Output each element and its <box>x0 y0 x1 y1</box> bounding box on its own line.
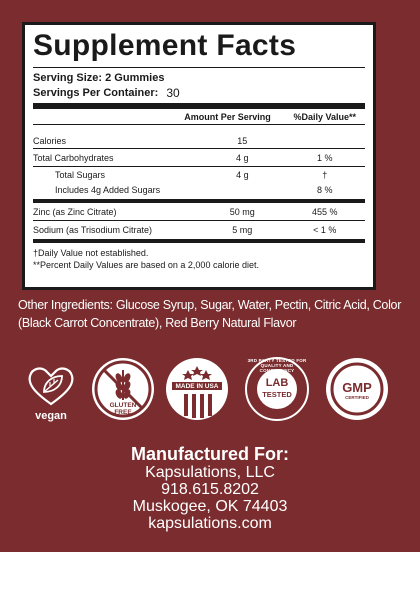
facts-title: Supplement Facts <box>33 29 297 62</box>
footnotes <box>33 247 365 271</box>
facts-header-row <box>33 109 365 125</box>
gluten-label-2: FREE <box>114 409 132 416</box>
gluten-label-1: GLUTEN <box>109 402 137 409</box>
nutrient-name: Calories <box>33 135 67 146</box>
divider-thick <box>33 239 365 243</box>
lab-label: LAB <box>265 377 289 389</box>
facts-row <box>33 203 365 221</box>
tested-label: TESTED <box>262 390 292 399</box>
divider <box>33 67 365 68</box>
servings-label: Servings Per Container: <box>33 87 159 99</box>
nutrient-name: Sodium (as Trisodium Citrate) <box>33 225 153 235</box>
servings-per-container <box>33 86 365 100</box>
nutrient-dv: 8 % <box>317 185 333 195</box>
supplement-facts-panel <box>22 22 376 290</box>
manufacturer-name: Kapsulations, LLC <box>145 464 275 481</box>
facts-row <box>33 133 365 149</box>
nutrient-amount: 15 <box>237 135 248 146</box>
gluten-free-icon <box>90 356 156 422</box>
gmp-certified-icon <box>324 356 390 422</box>
made-in-usa-icon <box>164 356 230 422</box>
manufacturer-city: Muskogee, OK 74403 <box>132 498 288 515</box>
facts-row <box>33 149 365 167</box>
nutrient-amount: 5 mg <box>232 225 253 235</box>
usa-label: MADE IN USA <box>175 383 219 390</box>
col-amount-header: Amount Per Serving <box>184 111 271 122</box>
nutrient-dv: < 1 % <box>313 225 337 235</box>
nutrient-amount: 4 g <box>235 152 249 163</box>
gmp-sub-label: CERTIFIED <box>345 395 369 400</box>
serving-size: Serving Size: 2 Gummies <box>33 72 165 84</box>
manufacturer-website: kapsulations.com <box>148 515 272 532</box>
nutrient-amount: 50 mg <box>229 206 255 217</box>
lab-tested-icon <box>244 356 310 422</box>
gmp-label: GMP <box>342 380 372 395</box>
facts-row <box>33 183 365 197</box>
facts-row <box>33 167 365 183</box>
nutrient-name: Includes 4g Added Sugars <box>55 185 161 195</box>
manufacturer-phone: 918.615.8202 <box>161 481 259 498</box>
nutrient-dv: † <box>322 170 328 180</box>
facts-row <box>33 221 365 239</box>
col-dv-header: %Daily Value** <box>293 111 356 122</box>
manufacturer-title: Manufactured For: <box>130 444 289 464</box>
nutrient-name: Total Carbohydrates <box>33 152 114 163</box>
footnote-dagger: †Daily Value not established. <box>33 248 149 258</box>
nutrient-amount: 4 g <box>236 170 249 180</box>
vegan-label: vegan <box>35 410 67 422</box>
nutrient-name: Zinc (as Zinc Citrate) <box>33 206 117 217</box>
manufacturer-block <box>0 444 420 532</box>
other-ingredients: Other Ingredients: Glucose Syrup, Sugar, Water, Pectin, Citric Acid, Color (Black Carrot Concentrate), Red Berry Natural Flavor <box>18 298 402 330</box>
lab-ring-text: 3RD PARTY TESTED FOR QUALITY AND CONSISTENCY <box>247 358 307 373</box>
footnote-percent: **Percent Daily Values are based on a 2,000 calorie diet. <box>33 260 259 270</box>
nutrient-dv: 1 % <box>316 152 333 163</box>
servings-value: 30 <box>166 86 180 100</box>
nutrient-dv: 455 % <box>311 206 338 217</box>
nutrient-name: Total Sugars <box>55 170 106 180</box>
